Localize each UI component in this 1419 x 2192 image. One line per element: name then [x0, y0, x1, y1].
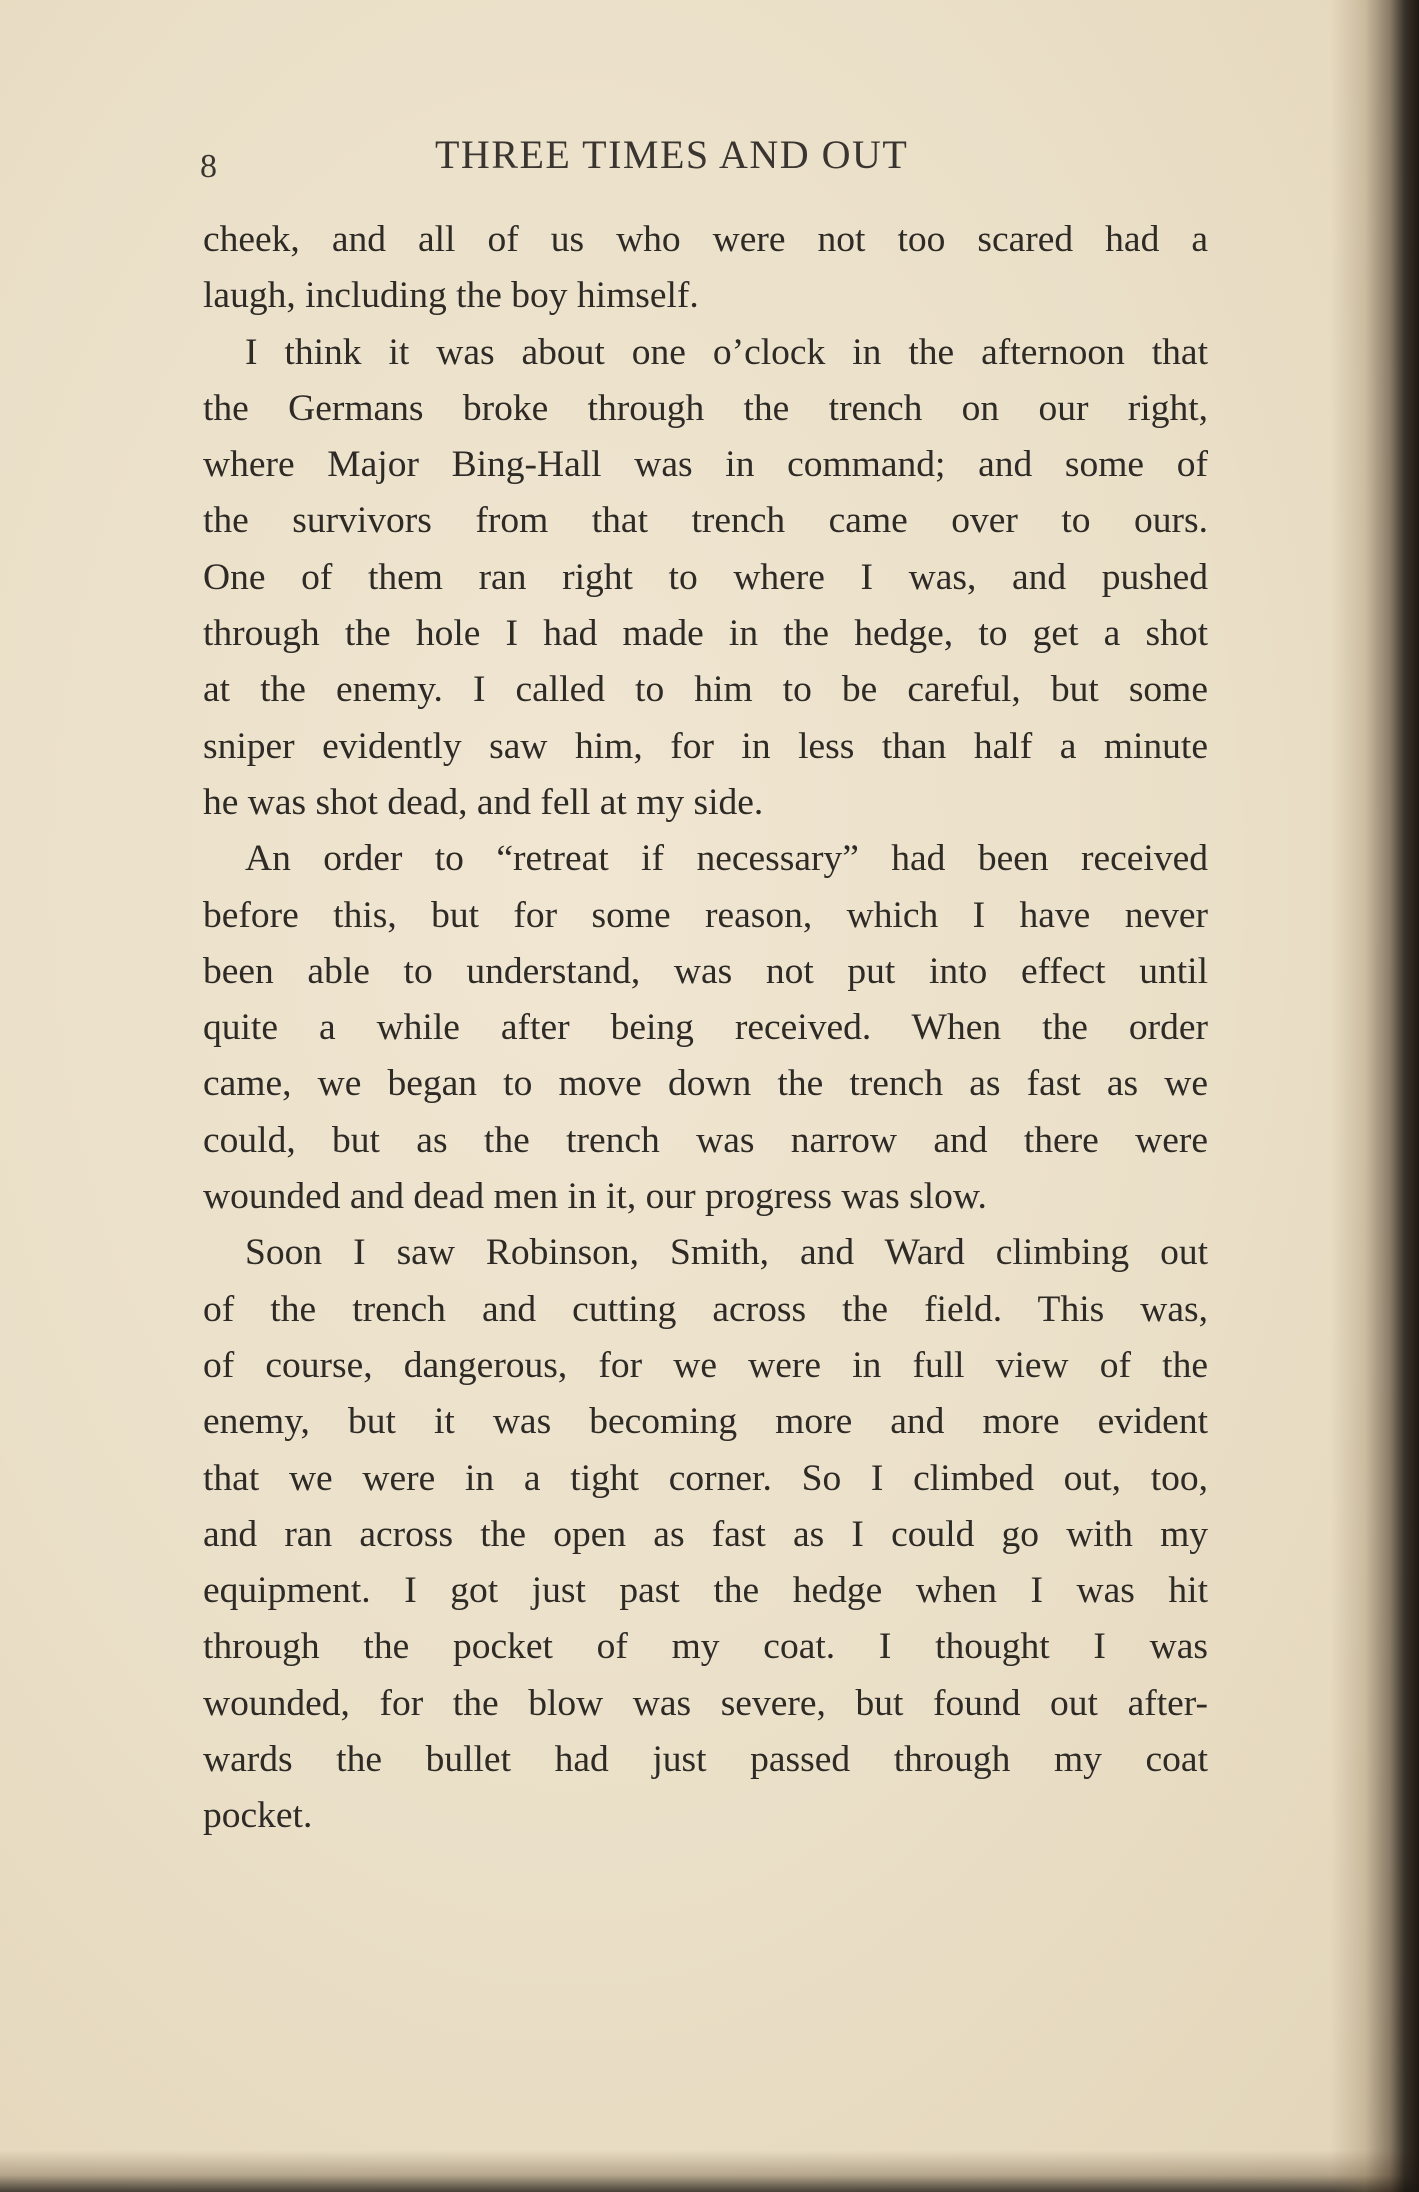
- page-header: [200, 128, 1210, 188]
- text-line: wounded, for the blow was severe, but found out after-: [203, 1682, 1208, 1724]
- text-line: before this, but for some reason, which I have never: [203, 894, 1208, 936]
- text-line: laugh, including the boy himself.: [203, 275, 699, 317]
- text-line: of course, dangerous, for we were in full view of the: [203, 1344, 1208, 1386]
- text-line: wards the bullet had just passed through my coat: [203, 1739, 1208, 1781]
- text-line: sniper evidently saw him, for in less than half a minute: [203, 725, 1208, 767]
- text-line: enemy, but it was becoming more and more evident: [203, 1401, 1208, 1443]
- text-line: he was shot dead, and fell at my side.: [203, 781, 764, 823]
- text-line: the Germans broke through the trench on our right,: [203, 387, 1208, 429]
- body-text: [203, 212, 1208, 1845]
- text-line: equipment. I got just past the hedge when I was hit: [203, 1570, 1208, 1612]
- text-line: quite a while after being received. When the order: [203, 1007, 1208, 1049]
- text-line: that we were in a tight corner. So I climbed out, too,: [203, 1457, 1208, 1499]
- text-line: through the hole I had made in the hedge, to get a shot: [203, 613, 1208, 655]
- text-line: through the pocket of my coat. I thought I was: [203, 1626, 1208, 1668]
- text-line: pocket.: [203, 1795, 313, 1837]
- text-line: the survivors from that trench came over to ours.: [203, 500, 1208, 542]
- text-line: wounded and dead men in it, our progress was slow.: [203, 1176, 987, 1218]
- text-line: cheek, and all of us who were not too scared had a: [203, 219, 1208, 260]
- text-line: at the enemy. I called to him to be careful, but some: [203, 669, 1208, 711]
- text-line: of the trench and cutting across the field. This was,: [203, 1288, 1208, 1330]
- page-number: 8: [200, 148, 218, 185]
- text-line: where Major Bing-Hall was in command; and some of: [203, 444, 1208, 486]
- text-line: Soon I saw Robinson, Smith, and Ward climbing out: [245, 1232, 1208, 1274]
- running-head: THREE TIMES AND OUT: [435, 132, 909, 177]
- text-line: One of them ran right to where I was, and pushed: [203, 556, 1208, 598]
- text-line: came, we began to move down the trench as fast as we: [203, 1063, 1208, 1105]
- text-line: An order to “retreat if necessary” had been received: [245, 838, 1208, 880]
- text-line: I think it was about one o’clock in the afternoon that: [245, 331, 1208, 373]
- text-line: could, but as the trench was narrow and there were: [203, 1119, 1208, 1161]
- text-line: and ran across the open as fast as I could go with my: [203, 1513, 1208, 1555]
- text-line: been able to understand, was not put into effect until: [203, 950, 1208, 992]
